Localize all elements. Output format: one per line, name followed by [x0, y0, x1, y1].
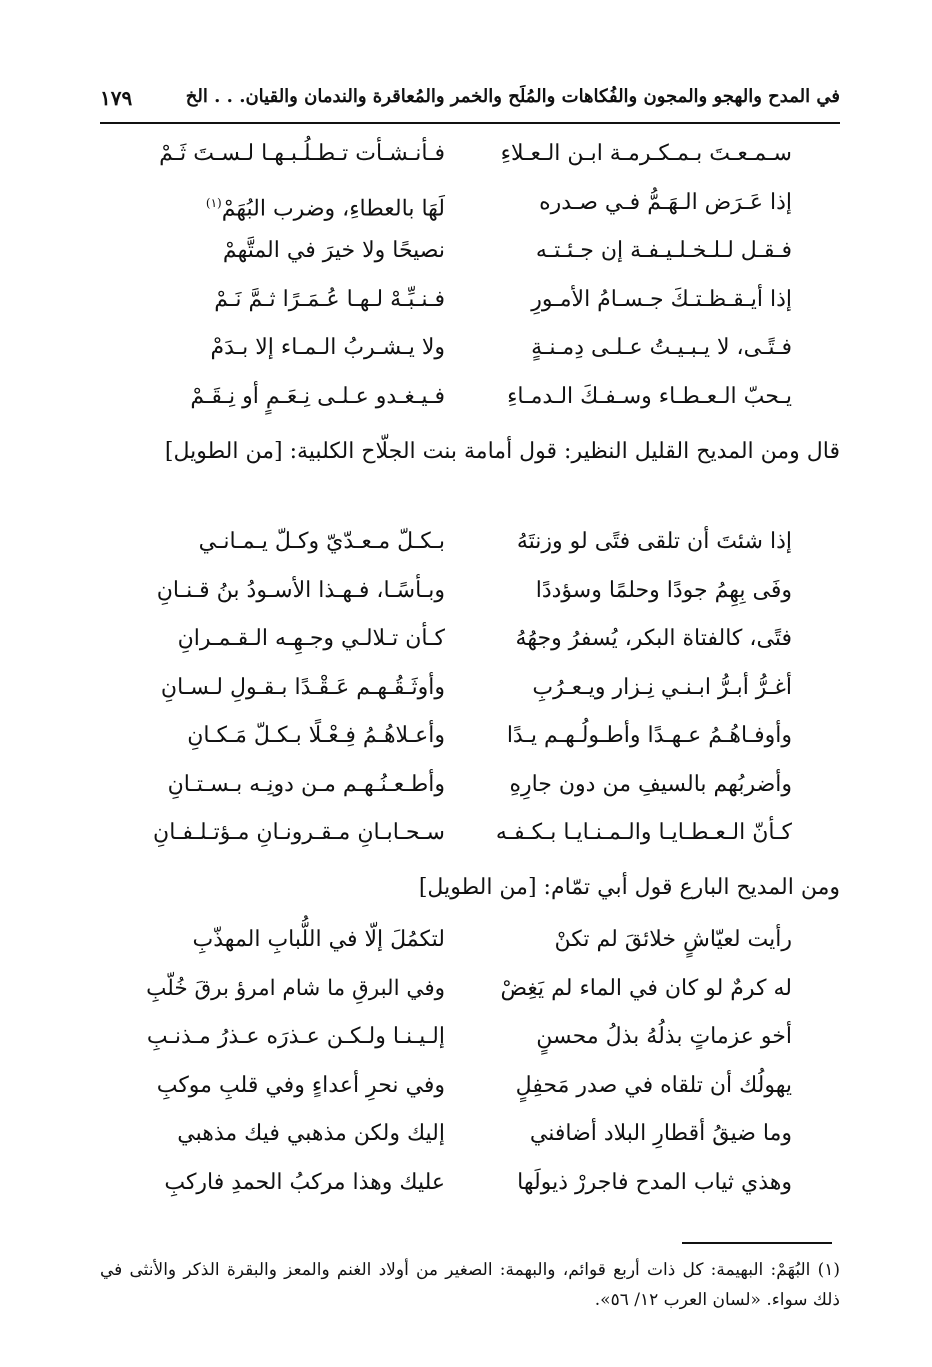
verse-row [100, 183, 840, 232]
verse-second-hemistich: إليك ولكن مذهبي فيك مذهبي [177, 1121, 445, 1146]
verse-first-hemistich: له كرمٌ لو كان في الماء لم يَغِضْ [500, 975, 792, 1001]
verse-second-hemistich: وأعـلاهُـمُ فِـعْـلًا بـكـلّ مَـكـانِ [187, 723, 445, 748]
verse-row [100, 231, 840, 280]
verse-first-hemistich: إذا شئتَ أن تلقى فتًى لو وزنتَهُ [516, 529, 792, 554]
verse-first-hemistich: فـتًـى، لا يـبـيـتُ عـلـى دِمـنـةٍ [531, 335, 792, 360]
verse-first-hemistich: إذا عَـرَض الـهَـمُّ فـي صـدره [539, 189, 792, 215]
verse-second-hemistich: لتكمُلَ إلّا في اللُّبابِ المهذّبِ [192, 927, 445, 952]
verse-second-hemistich [145, 183, 445, 229]
footnote-marker: (١) [205, 195, 222, 210]
verse-first-hemistich: يـحبّ الـعـطـاء وسـفـكَ الـدمـاءِ [507, 383, 792, 409]
verse-first-hemistich: وأوفـاهُـمُ عـهـدًا وأطـولُـهـم يـدًا [506, 723, 792, 748]
verse-row [100, 1066, 840, 1115]
verse-row [100, 716, 840, 765]
header-title: في المدح والهجو والمجون والفُكاهات والمُلَح والخمر والمُعاقرة والندمان والقيان. . . الخ [185, 86, 840, 107]
verse-second-hemistich: سـحـابـانِ مـقـرونـانِ مـؤتـلـفـانِ [153, 820, 445, 845]
verse-row [100, 619, 840, 668]
verse-first-hemistich: أخو عزماتٍ بذلُهُ بذلُ محسنٍ [536, 1024, 792, 1049]
footnote-divider [682, 1242, 832, 1244]
verse-second-hemistich: فـأنـشـأت تـطـلُـبـهـا لـسـتَ ثَـمْ [159, 141, 445, 166]
intro-abu-tammam: ومن المديح البارع قول أبي تمّام: [من الطويل] [418, 875, 840, 900]
verse-first-hemistich: كـأنّ الـعـطـايـا والـمـنـايـا بـكـفـه [495, 820, 792, 845]
verse-row [100, 571, 840, 620]
verse-second-hemistich: وفي البرقِ ما شام امرؤ برقَ خُلّبِ [146, 975, 445, 1001]
verse-second-hemistich: كـأن تـلالـي وجـهِـه الـقـمـرانِ [177, 626, 445, 651]
verse-first-hemistich: وفَى بِهِمُ جودًا وحلمًا وسؤددًا [535, 577, 792, 603]
verse-row [100, 969, 840, 1018]
verse-first-hemistich: إذا أيـقـظـتـكَ جـسـامُ الأمـورِ [531, 286, 792, 312]
verse-first-hemistich: رأيت لعيّاشٍ خلائقَ لم تكنْ [554, 927, 792, 952]
verse-row [100, 522, 840, 571]
intro-umama: قال ومن المديح القليل النظير: قول أمامة بنت الجلّاح الكلبية: [من الطويل] [164, 439, 840, 464]
verse-first-hemistich: سـمـعـتَ بـمـكـرمـة ابـن الـعـلاءِ [500, 141, 792, 166]
verse-row [100, 765, 840, 814]
poem-1 [100, 134, 840, 425]
verse-row [100, 813, 840, 862]
verse-second-hemistich: بـكـلّ مـعـدّيّ وكـلّ يـمـانـي [198, 529, 445, 554]
verse-second-hemistich: عليك وهذا مركبُ الحمدِ فاركبِ [164, 1169, 445, 1195]
verse-first-hemistich: وما ضيقُ أقطارِ البلاد أضافني [529, 1121, 792, 1146]
poem-3 [100, 920, 840, 1211]
verse-row [100, 1163, 840, 1212]
verse-first-hemistich: أغـرُّ أبـرُّ ابـنـي نِـزار ويـعـرُبِ [532, 674, 792, 700]
verse-row [100, 1017, 840, 1066]
verse-first-hemistich: يهولُك أن تلقاه في صدر مَحفِلٍ [515, 1072, 792, 1098]
verse-first-hemistich: وهذي ثياب المدح فاجررْ ذيولَها [517, 1169, 792, 1195]
verse-row [100, 377, 840, 426]
verse-second-hemistich: ولا يـشـربُ الـمـاء إلا بـدَمْ [210, 335, 445, 360]
verse-row [100, 280, 840, 329]
running-header [100, 86, 840, 124]
verse-row [100, 920, 840, 969]
footnote: (١) البُهَمْ: البهيمة: كل ذات أربع قوائم، والبهمة: الصغير من أولاد الغنم والمعز والبقرة الذكر والأنثى في ذلك سواء. «لسان العرب ١٢/ ٥٦». [100, 1260, 840, 1310]
verse-second-hemistich: إلـيـنـا ولـكـن عـذرَه عـذرُ مـذنـبِ [146, 1024, 445, 1049]
verse-second-hemistich: فـنـبِّـهْ لـهـا عُـمَـرًا ثـمَّ نَـمْ [214, 286, 445, 312]
verse-first-hemistich: فتًى، كالفتاة البكر، يُسفرُ وجهُهُ [515, 626, 792, 651]
verse-row [100, 134, 840, 183]
poem-2 [100, 522, 840, 862]
verse-second-text: لَهَا بالعطاءِ، وضرب البُهَمْ [221, 195, 445, 221]
verse-second-hemistich: وأطـعـنُـهـم مـن دونِـه بـسـتـانِ [167, 771, 445, 797]
verse-row [100, 668, 840, 717]
page-number: ١٧٩ [100, 86, 133, 110]
verse-second-hemistich: وأوثَـقُـهـم عَـقْـدًا بـقـولِ لـسـانِ [160, 674, 445, 700]
verse-first-hemistich: وأضربُهم بالسيفِ من دون جارِهِ [509, 771, 792, 797]
verse-second-hemistich: وفي نحرِ أعداءٍ وفي قلبِ موكبِ [156, 1072, 445, 1098]
verse-row [100, 328, 840, 377]
verse-first-hemistich: فـقـل لـلـخـلـيـفـة إن جـئـتـه [535, 238, 792, 263]
verse-second-hemistich: فـيـغـدو عـلـى نِـعَـمٍ أو نِـقَـمْ [190, 383, 445, 409]
verse-second-hemistich: نصيحًا ولا خيرَ في المتَّهمْ [222, 238, 445, 263]
verse-row [100, 1114, 840, 1163]
verse-second-hemistich: وبـأسًـا، فـهـذا الأسـودُ بنُ قـنـانِ [156, 577, 445, 603]
